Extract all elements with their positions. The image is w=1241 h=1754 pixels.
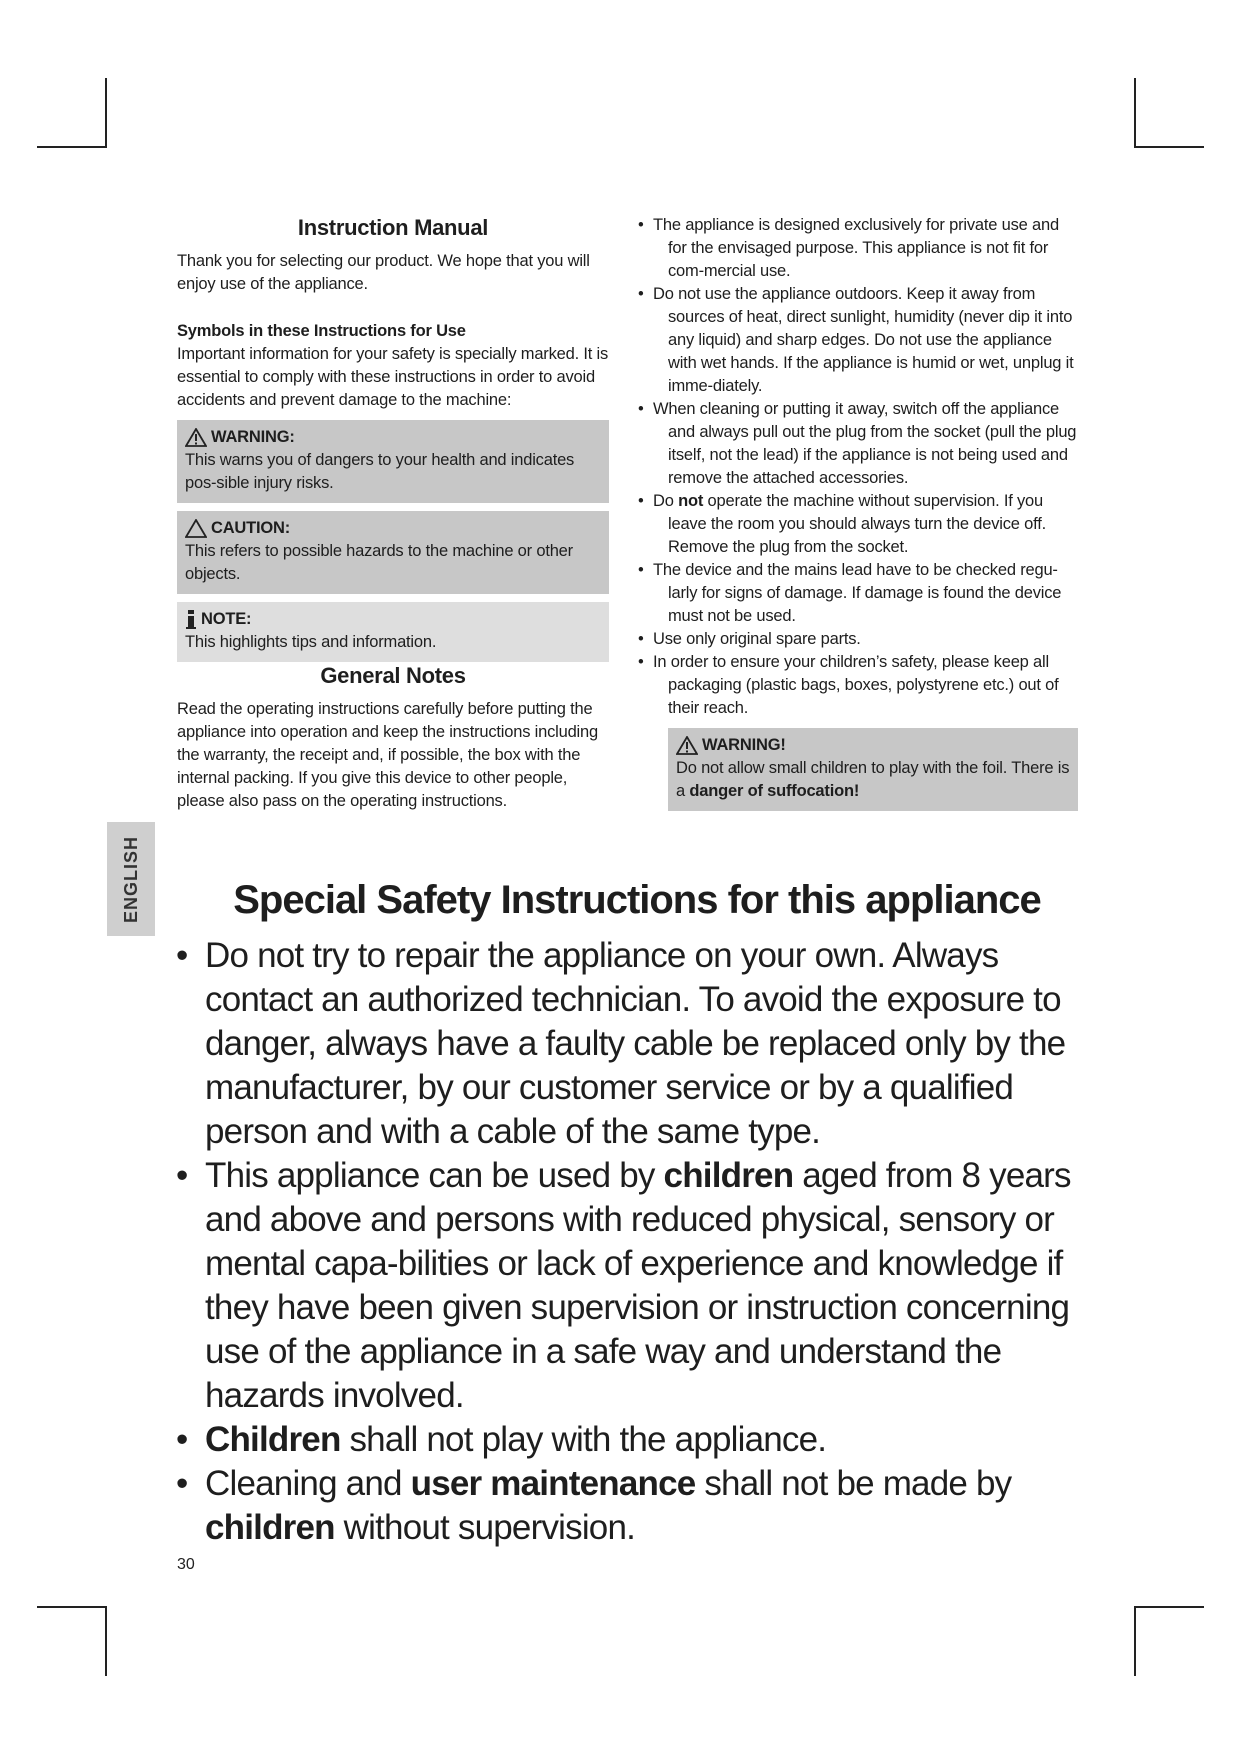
list-item-text: Do: [653, 492, 679, 510]
list-item-text: Cleaning and: [205, 1464, 411, 1503]
caution-triangle-icon: [185, 519, 207, 538]
list-item-emphasis: user maintenance: [410, 1464, 696, 1503]
crop-mark: [1134, 146, 1204, 148]
list-item-text: shall not be made by: [695, 1464, 1012, 1503]
list-item-emphasis: Children: [205, 1420, 341, 1459]
list-item-text: without supervision.: [334, 1508, 636, 1547]
crop-mark: [37, 146, 107, 148]
symbols-text: Important information for your safety is specially marked. It is essential to comply with these instructions in order to avoid accidents and prevent damage to the machine:: [177, 345, 609, 409]
page-number: 30: [177, 1556, 195, 1573]
list-item-text: This appliance can be used by: [205, 1156, 664, 1195]
warning-triangle-icon: [676, 736, 698, 755]
list-item-emphasis: children: [205, 1508, 335, 1547]
suffocation-warning-box: [668, 728, 1078, 811]
list-item-text: operate the machine without supervision. If you leave the room you should always turn the device off. Remove the plug from the socket.: [668, 492, 1046, 556]
special-safety-title: Special Safety Instructions for this appliance: [233, 878, 1041, 922]
list-item: • Do not try to repair the appliance on your own. Always contact an authorized technician. To avoid the exposure to danger, always have a faulty cable be replaced only by the manufacturer, by our customer service or by a qualified person and with a cable of the same type.: [172, 934, 1102, 1154]
list-item: • The appliance is designed exclusively for private use and for the envisaged purpose. This appliance is not fit for com-mercial use.: [638, 214, 1078, 283]
left-column: [177, 214, 609, 813]
crop-mark: [1134, 1606, 1204, 1608]
list-item: [638, 490, 1078, 559]
list-item: • Use only original spare parts.: [638, 628, 1078, 651]
list-item: • The device and the mains lead have to be checked regu-larly for signs of damage. If damage is found the device must not be used.: [638, 559, 1078, 628]
list-item-emphasis: not: [678, 492, 704, 510]
caution-box: [177, 511, 609, 594]
general-notes-title: General Notes: [320, 663, 466, 688]
intro-text: Thank you for selecting our product. We hope that you will enjoy use of the appliance.: [177, 252, 590, 293]
list-item: • In order to ensure your children’s safety, please keep all packaging (plastic bags, boxes, polystyrene etc.) out of their reach.: [638, 651, 1078, 720]
special-safety-list: [172, 934, 1102, 1550]
warning-title: WARNING:: [211, 428, 295, 446]
warning-text-part: Do not allow small children to play with the foil. There is a: [676, 759, 1070, 800]
symbols-title: Symbols in these Instructions for Use: [177, 322, 466, 340]
general-notes-text: Read the operating instructions carefully before putting the appliance into operation and keep the instructions including the warranty, the receipt and, if possible, the box with the internal packing. If you give this device to other people, please also pass on the operating instructions.: [177, 700, 598, 810]
crop-mark: [37, 1606, 107, 1608]
warning-triangle-icon: [185, 428, 207, 447]
warning-title: WARNING!: [702, 736, 786, 754]
crop-mark: [1134, 78, 1136, 148]
list-item: [172, 1418, 1102, 1462]
crop-mark: [105, 1606, 107, 1676]
caution-title: CAUTION:: [211, 519, 291, 537]
list-item: • Do not use the appliance outdoors. Keep it away from sources of heat, direct sunlight, humidity (never dip it into any liquid) and sharp edges. Do not use the appliance with wet hands. If the appliance is humid or wet, unplug it imme-diately.: [638, 283, 1078, 398]
caution-text: This refers to possible hazards to the machine or other objects.: [185, 542, 573, 583]
warning-text: This warns you of dangers to your health and indicates pos-sible injury risks.: [185, 451, 575, 492]
info-icon: [185, 610, 197, 630]
language-tab: [107, 822, 155, 936]
note-text: This highlights tips and information.: [185, 633, 437, 651]
right-column: [638, 214, 1078, 811]
list-item: • When cleaning or putting it away, switch off the appliance and always pull out the plug from the socket (pull the plug itself, not the lead) if the appliance is not being used and remove the attached accessories.: [638, 398, 1078, 490]
instruction-manual-title: Instruction Manual: [297, 215, 489, 240]
language-tab-label: ENGLISH: [120, 835, 141, 923]
warning-text-emphasis: danger of suffocation!: [689, 782, 860, 800]
warning-text: [676, 757, 1070, 803]
special-safety-section: [172, 876, 1102, 1550]
safety-list: [638, 214, 1078, 720]
list-item: [172, 1462, 1102, 1550]
list-item-emphasis: children: [663, 1156, 794, 1195]
note-title: NOTE:: [201, 610, 252, 628]
note-box: [177, 602, 609, 662]
list-item-text: aged from 8 years and above and persons with reduced physical, sensory or mental capa-bilities or lack of experience and knowledge if they have been given supervision or instruction concerning use of the appliance in a safe way and understand the hazards involved.: [205, 1156, 1071, 1415]
list-item-text: shall not play with the appliance.: [340, 1420, 827, 1459]
warning-box: [177, 420, 609, 503]
list-item: [172, 1154, 1102, 1418]
crop-mark: [1134, 1606, 1136, 1676]
crop-mark: [105, 78, 107, 148]
